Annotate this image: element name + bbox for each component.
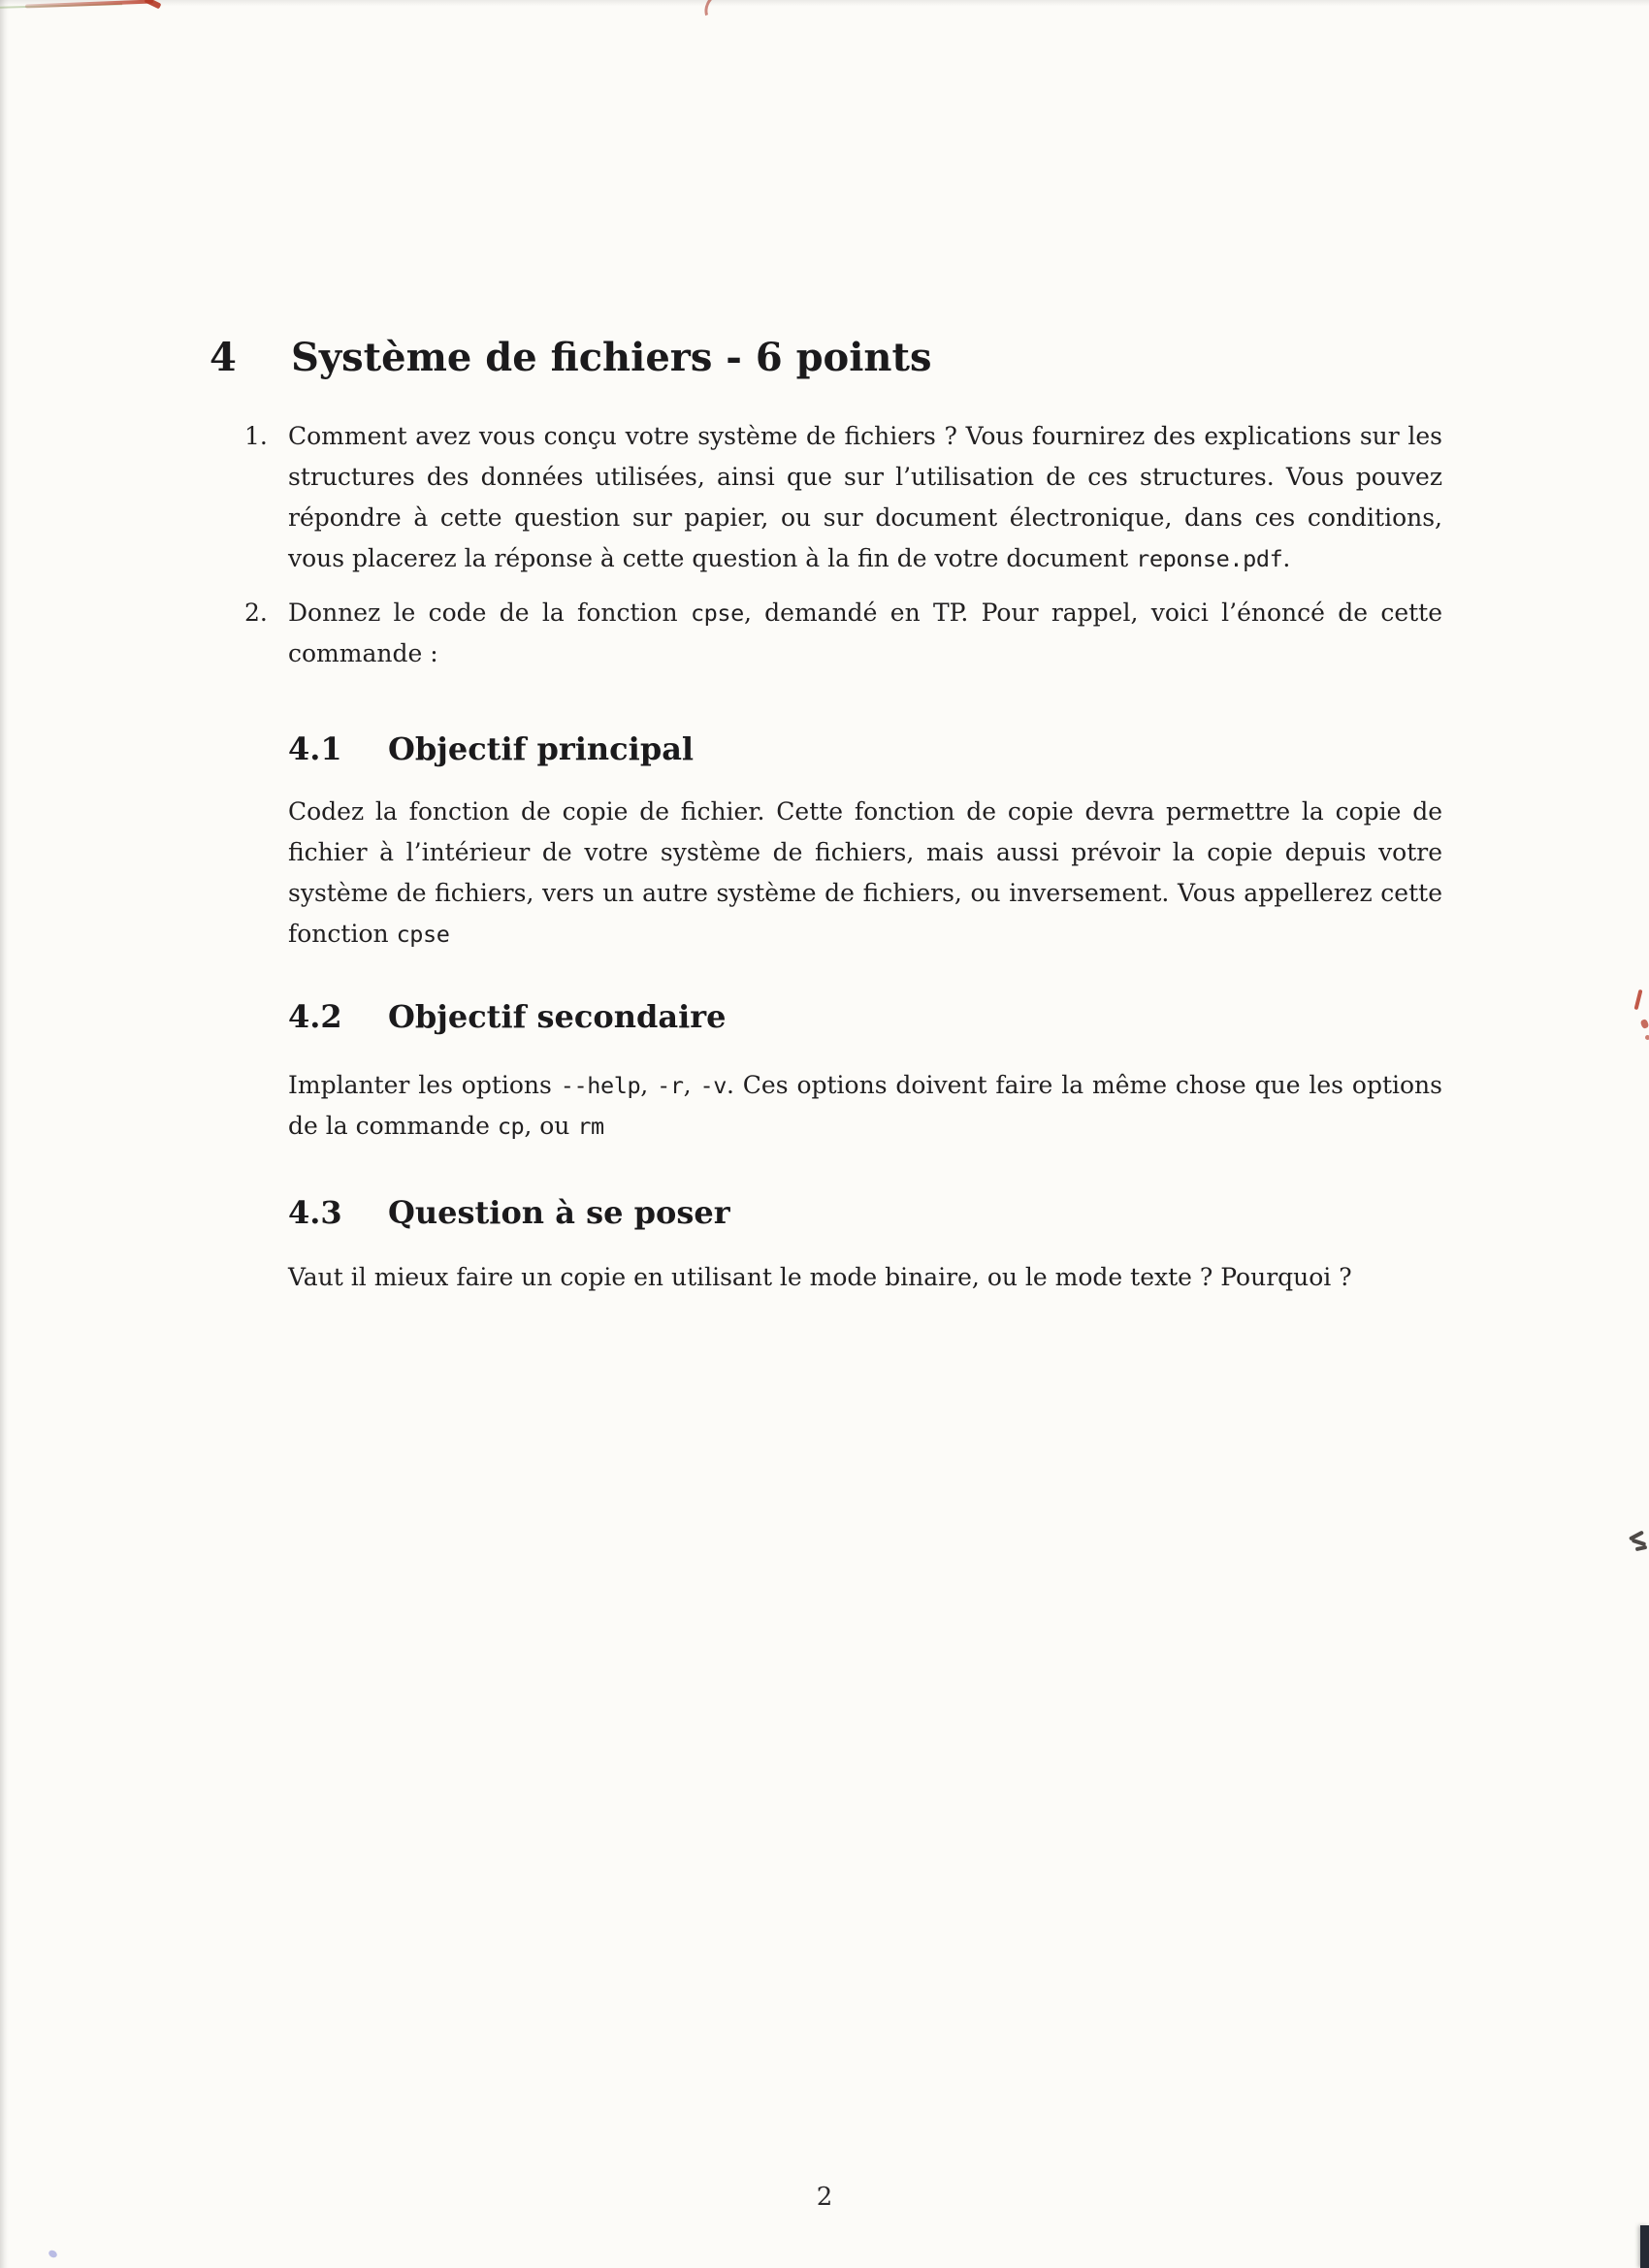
scan-edge-dark-bar — [1640, 2225, 1649, 2268]
list-item-1-marker: 1. — [244, 422, 268, 450]
list-item-2-marker: 2. — [244, 599, 268, 627]
page-left-edge-shadow — [0, 0, 9, 2268]
list-item-2-text: Donnez le code de la fonction cpse, demandé en TP. Pour rappel, voici l’énoncé de cette commande : — [288, 599, 1443, 667]
section-heading — [210, 335, 1442, 381]
subsection-4-2-paragraph: Implanter les options --help, -r, -v. Ces options doivent faire la même chose que les options de la commande cp, ou rm — [288, 1071, 1442, 1140]
scan-mark-right-red-speck — [1645, 1035, 1649, 1040]
subsection-4-1-paragraph: Codez la fonction de copie de fichier. Cette fonction de copie devra permettre la copie de fichier à l’intérieur de votre système de fichiers, mais aussi prévoir la copie depuis votre système de fichiers, vers un autre système de fichiers, ou inversement. Vous appellerez cette fonction cpse — [288, 797, 1442, 948]
subsection-4-2-title: Objectif secondaire — [388, 998, 727, 1035]
list-item-1 — [244, 416, 1442, 579]
scan-mark-right-gray-squiggle — [1627, 1531, 1648, 1554]
scan-mark-right-red-dot — [1640, 1019, 1649, 1029]
subsection-heading-4-3 — [288, 1193, 1442, 1232]
subsection-heading-4-1 — [288, 729, 1442, 768]
section-number: 4 — [210, 335, 237, 380]
list-item-1-text: Comment avez vous conçu votre système de fichiers ? Vous fournirez des explications sur les structures des données utilisées, ainsi que sur l’utilisation de ces structures. Vous pouvez répondre à cette question sur papier, ou sur document électronique, dans ces conditions, vous placerez la réponse à cette question à la fin de votre document reponse.pdf. — [288, 422, 1442, 572]
question-list — [244, 416, 1443, 674]
subsection-4-1-title: Objectif principal — [388, 730, 695, 767]
list-item-2 — [244, 593, 1443, 674]
subsection-4-1-number: 4.1 — [288, 730, 342, 767]
subsection-heading-4-2 — [288, 997, 1442, 1036]
scan-mark-bottom-blue-speck — [48, 2249, 58, 2259]
page-number: 2 — [816, 2183, 833, 2212]
page-top-edge-shadow — [0, 0, 1649, 6]
subsection-4-2-number: 4.2 — [288, 998, 342, 1035]
subsection-4-3-number: 4.3 — [288, 1194, 342, 1231]
document-content — [210, 0, 1443, 1298]
subsection-4-3-title: Question à se poser — [388, 1194, 730, 1231]
scan-mark-right-red-stroke — [1634, 989, 1643, 1010]
subsection-4-3-paragraph: Vaut il mieux faire un copie en utilisant le mode binaire, ou le mode texte ? Pourquoi ? — [288, 1263, 1352, 1291]
section-title: Système de fichiers - 6 points — [291, 335, 932, 380]
